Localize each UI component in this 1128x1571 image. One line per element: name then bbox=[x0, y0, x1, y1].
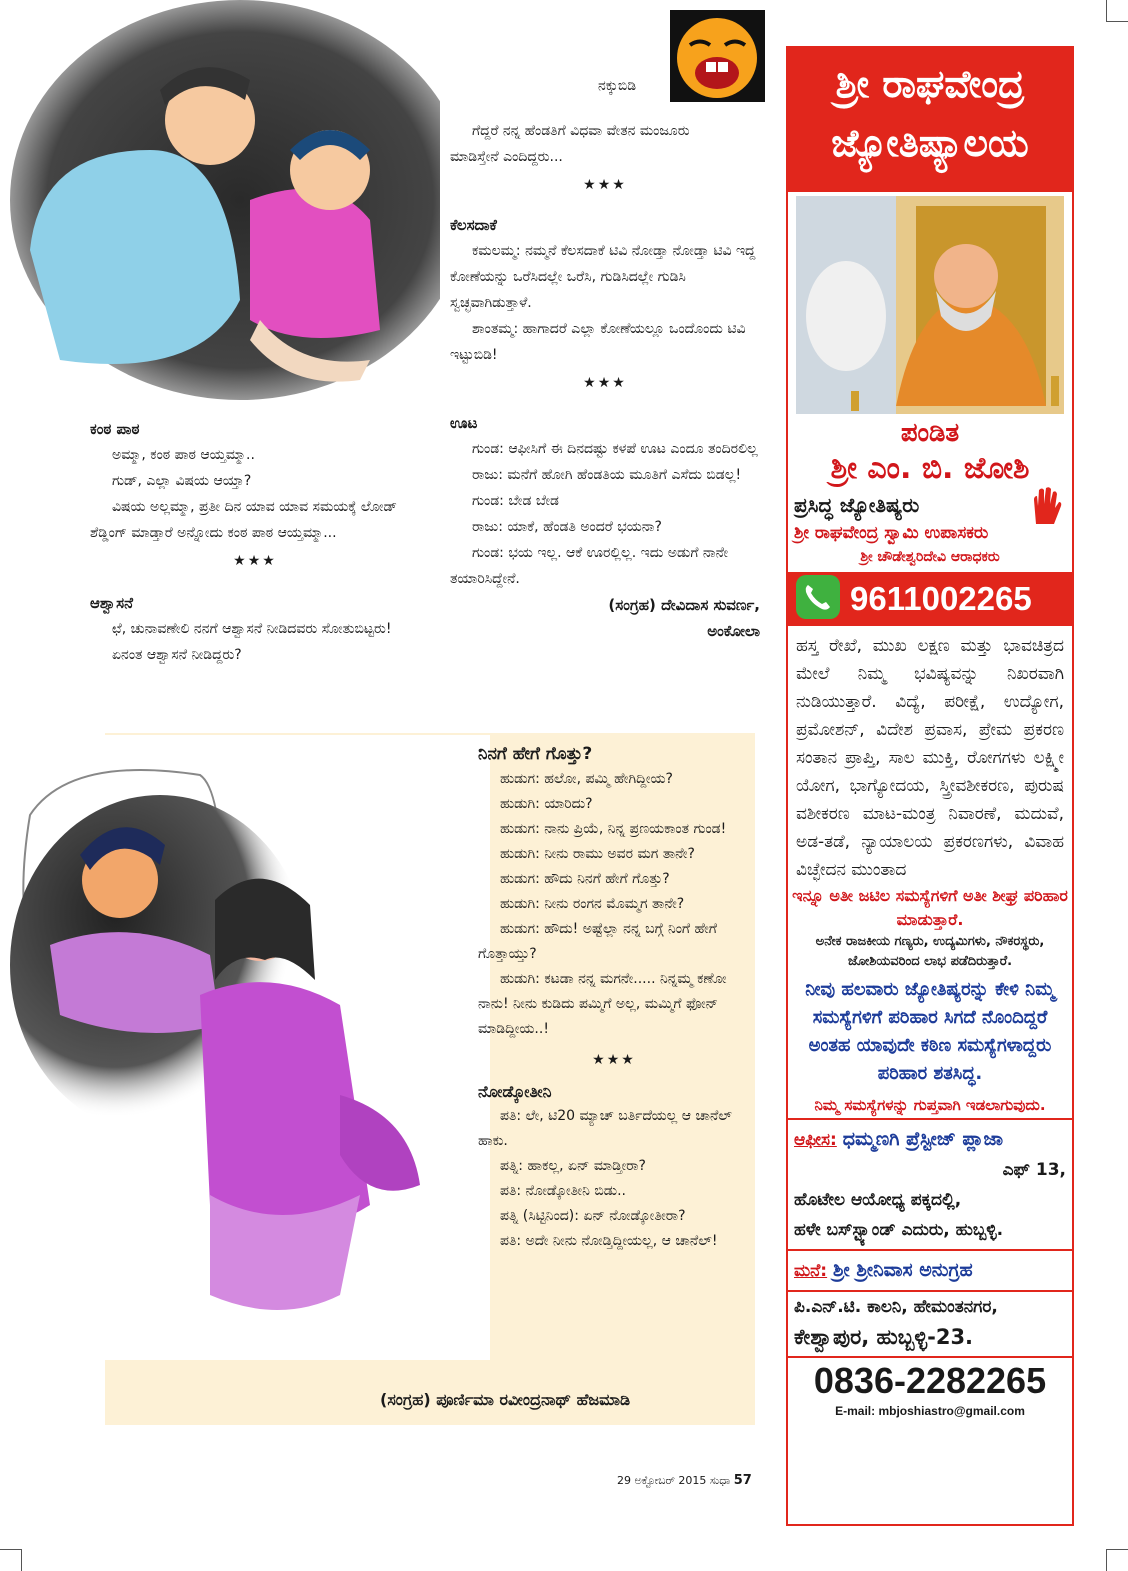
page-number: 57 bbox=[733, 1473, 752, 1488]
page-folio bbox=[617, 1473, 752, 1488]
star-divider: ★★★ bbox=[233, 553, 277, 569]
joke-line: ವಿಷಯ ಅಲ್ಲಮ್ಮಾ, ಪ್ರತೀ ದಿನ ಯಾವ ಯಾವ ಸಮಯಕ್ಕೆ ಲೋಡ್ ಶೆಡ್ಡಿಂಗ್ ಮಾಡ್ತಾರೆ ಅನ್ನೋದು ಕಂಠ ಪಾಠ ಆಯ್ತಮ್ಮಾ... bbox=[90, 499, 397, 541]
laughing-face-icon bbox=[670, 10, 765, 102]
joke-line: ಹುಡುಗ: ಹೌದು ನಿನಗೆ ಹೇಗೆ ಗೊತ್ತು? bbox=[500, 871, 670, 887]
joke-title-kanta-paata: ಕಂಠ ಪಾಠ bbox=[90, 420, 140, 438]
joke-line: ಗೆದ್ದರೆ ನನ್ನ ಹೆಂಡತಿಗೆ ವಿಧವಾ ವೇತನ ಮಂಜೂರು bbox=[472, 123, 690, 139]
joke-line: ಹುಡುಗಿ: ಕಟಡಾ ನನ್ನ ಮಗನೇ..... ನಿನ್ನಮ್ಮ ಕಣೋ ನಾನು! ನೀನು ಕುಡಿದು ಪಮ್ಮಿಗೆ ಅಲ್ಲ, ಮಮ್ಮಿಗೆ ಫೋನ್ ಮಾಡಿದ್ದೀಯ..! bbox=[478, 971, 727, 1037]
ad-email: E-mail: mbjoshiastro@gmail.com bbox=[835, 1404, 1025, 1418]
joke-line: ಛೆ, ಚುನಾವಣೇಲಿ ನನಗೆ ಆಶ್ವಾಸನೆ ನೀಡಿದವರು ಸೋತುಬಿಟ್ಟರು! bbox=[112, 621, 392, 637]
ad-office-label: ಆಫೀಸ: bbox=[794, 1130, 837, 1150]
joke-title-nodkoteeni: ನೋಡ್ಕೋತೀನಿ bbox=[478, 1082, 552, 1101]
joke-line: ಮಾಡಿಸ್ತೇನೆ ಎಂದಿದ್ದರು... bbox=[450, 149, 563, 165]
crop-mark-bottom-left bbox=[0, 1549, 22, 1571]
star-divider: ★★★ bbox=[583, 375, 627, 391]
ad-guarantee-text: ನೀವು ಹಲವಾರು ಜ್ಯೋತಿಷ್ಯರನ್ನು ಕೇಳಿ ನಿಮ್ಮ ಸಮಸ್ಯೆಗಳಿಗೆ ಪರಿಹಾರ ಸಿಗದೆ ನೊಂದಿದ್ದರೆ ಅಂತಹ ಯಾವುದೇ ಕಠಿಣ ಸಮಸ್ಯೆಗಳಾದ್ದರು ಪರಿಹಾರ ಶತಸಿದ್ಧ. bbox=[805, 979, 1055, 1084]
ad-office-line2: ಹೊಟೇಲ ಆಯೋಧ್ಯ ಪಕ್ಕದಲ್ಲಿ, bbox=[794, 1190, 962, 1210]
joke-line: ಶಾಂತಮ್ಮ: ಹಾಗಾದರೆ ಎಲ್ಲಾ ಕೋಣೆಯಲ್ಲೂ ಒಂದೊಂದು ಟಿವಿ ಇಟ್ಟುಬಿಡಿ! bbox=[450, 321, 746, 363]
joke-line: ಗುಂಡ: ಆಫೀಸಿಗೆ ಈ ದಿನದಷ್ಟು ಕಳಪೆ ಊಟ ಎಂದೂ ತಂದಿರಲಿಲ್ಲ bbox=[472, 441, 758, 457]
ad-worship-line2: ಶ್ರೀ ಚೌಡೇಶ್ವರಿದೇವಿ ಆರಾಧಕರು bbox=[860, 549, 1000, 565]
joke-line: ರಾಜು: ಮನೆಗೆ ಹೋಗಿ ಹೆಂಡತಿಯ ಮೂತಿಗೆ ಎಸೆದು ಬಿಡಲ್ಲ! bbox=[472, 467, 742, 483]
joke-line: ಪತಿ: ಲೇ, ಟಿ20 ಮ್ಯಾಚ್ ಬರ್ತಿದೆಯಲ್ಲ ಆ ಚಾನೆಲ್ ಹಾಕು. bbox=[478, 1108, 732, 1149]
ad-testimonial-note: ಅನೇಕ ರಾಜಕೀಯ ಗಣ್ಯರು, ಉದ್ಯಮಿಗಳು, ನೌಕರಸ್ಥರು, ಜೋಶಿಯವರಿಂದ ಲಾಭ ಪಡೆದಿರುತ್ತಾರೆ. bbox=[815, 934, 1045, 969]
joke-title-oota: ಊಟ bbox=[450, 414, 478, 432]
joke-line: ಪತಿ: ಅದೇ ನೀನು ನೋಡ್ತಿದ್ದೀಯಲ್ಲ, ಆ ಚಾನೆಲ್! bbox=[500, 1233, 718, 1249]
joke-line: ಹುಡುಗಿ: ಯಾರಿದು? bbox=[500, 796, 593, 812]
joke-line: ಹುಡುಗ: ಹೌದು! ಅಷ್ಟೆಲ್ಲಾ ನನ್ನ ಬಗ್ಗೆ ನಿಂಗೆ ಹೇಗೆ ಗೊತ್ತಾಯ್ತು? bbox=[478, 921, 717, 962]
ad-office-line3: ಹಳೇ ಬಸ್‌ಸ್ಟ್ಯಾಂಡ್ ಎದುರು, ಹುಬ್ಬಳ್ಳಿ. bbox=[794, 1220, 1004, 1240]
joke-line: ಏನಂತ ಆಶ್ವಾಸನೆ ನೀಡಿದ್ದರು? bbox=[112, 647, 242, 663]
joke-line: ಪತಿ: ನೋಡ್ಕೋತೀನಿ ಬಿಡು.. bbox=[500, 1183, 627, 1199]
ad-mobile-number: 9611002265 bbox=[850, 580, 1032, 617]
ad-home-label: ಮನೆ: bbox=[794, 1261, 828, 1281]
ad-home-name: ಶ್ರೀ ಶ್ರೀನಿವಾಸ ಅನುಗ್ರಹ bbox=[833, 1259, 973, 1281]
joke-credit: (ಸಂಗ್ರಹ) ದೇವಿದಾಸ ಸುವರ್ಣ, bbox=[608, 596, 760, 614]
ad-title-line1: ಶ್ರೀ ರಾಘವೇಂದ್ರ bbox=[835, 62, 1025, 106]
folio-date: 29 ಅಕ್ಟೋಬರ್ 2015 ಸುಧಾ bbox=[617, 1474, 731, 1487]
jokes-column-left bbox=[90, 412, 420, 668]
ad-astrologer-name: ಶ್ರೀ ಎಂ. ಬಿ. ಜೋಶಿ bbox=[830, 451, 1030, 486]
ad-phone-box bbox=[788, 572, 1072, 626]
jokes-column-top-right bbox=[450, 118, 760, 644]
ad-home-line2: ಪಿ.ಎನ್.ಟಿ. ಕಾಲನಿ, ಹೇಮಂತನಗರ, bbox=[794, 1297, 998, 1317]
ad-office-unit: ಎಫ್ 13, bbox=[1002, 1160, 1066, 1180]
ad-highlight-text: ಇನ್ನೂ ಅತೀ ಜಟಿಲ ಸಮಸ್ಯೆಗಳಿಗೆ ಅತೀ ಶೀಘ್ರ ಪರಿಹಾರ ಮಾಡುತ್ತಾರೆ. bbox=[792, 886, 1068, 929]
joke-line: ಹುಡುಗಿ: ನೀನು ರಂಗನ ಮೊಮ್ಮಗ ತಾನೇ? bbox=[500, 896, 685, 912]
joke-title-ninage-hege-gottu: ನಿನಗೆ ಹೇಗೆ ಗೊತ್ತು? bbox=[478, 744, 593, 764]
cartoon-phone-call bbox=[10, 735, 490, 1360]
section-label-nakkubidi: ನಕ್ಕುಬಿಡಿ bbox=[598, 78, 637, 94]
ad-pandita-label: ಪಂಡಿತ bbox=[900, 418, 960, 448]
joke-line: ಹುಡುಗ: ನಾನು ಪ್ರಿಯೆ, ನಿನ್ನ ಪ್ರಣಯಕಾಂತ ಗುಂಡ! bbox=[500, 821, 727, 837]
ad-office-name: ಧಮ್ಮಣಗಿ ಪ್ರೆಸ್ಟೀಜ್ ಪ್ಲಾಜಾ bbox=[842, 1128, 1004, 1150]
jokes-column-bottom bbox=[478, 738, 750, 1254]
ad-landline-number: 0836-2282265 bbox=[788, 1356, 1072, 1404]
ad-home-line3: ಕೇಶ್ವಾಪುರ, ಹುಬ್ಬಳ್ಳಿ-23. bbox=[794, 1325, 974, 1349]
joke-title-ashwasane: ಆಶ್ವಾಸನೆ bbox=[90, 594, 134, 612]
cartoon-mother-and-son bbox=[0, 0, 440, 405]
joke-credit: (ಸಂಗ್ರಹ) ಪೂರ್ಣಿಮಾ ರವೀಂದ್ರನಾಥ್ ಹೆಜಮಾಡಿ bbox=[380, 1390, 631, 1409]
joke-line: ಗುಡ್, ಎಲ್ಲಾ ವಿಷಯ ಆಯ್ತಾ? bbox=[112, 473, 252, 489]
ad-home-address bbox=[788, 1251, 1072, 1356]
ad-worship-line1: ಶ್ರೀ ರಾಘವೇಂದ್ರ ಸ್ವಾಮಿ ಉಪಾಸಕರು bbox=[794, 523, 989, 543]
crop-mark-top-right bbox=[1106, 0, 1128, 22]
star-divider: ★★★ bbox=[583, 177, 627, 193]
ad-title-line2: ಜ್ಯೋತಿಷ್ಯಾಲಯ bbox=[831, 121, 1029, 165]
ad-privacy-text: ನಿಮ್ಮ ಸಮಸ್ಯೆಗಳನ್ನು ಗುಪ್ತವಾಗಿ ಇಡಲಾಗುವುದು. bbox=[788, 1092, 1072, 1120]
ad-subtitle: ಪ್ರಸಿದ್ಧ ಜ್ಯೋತಿಷ್ಯರು bbox=[794, 493, 920, 517]
ad-office-address bbox=[788, 1120, 1072, 1249]
ad-header bbox=[788, 48, 1072, 192]
joke-line: ಗುಂಡ: ಬೇಡ ಬೇಡ bbox=[472, 493, 559, 509]
astrology-advertisement bbox=[786, 46, 1074, 1526]
joke-credit-place: ಅಂಕೋಲಾ bbox=[707, 622, 760, 640]
joke-line: ಅಮ್ಮಾ, ಕಂಠ ಪಾಠ ಆಯ್ತಮ್ಮಾ.. bbox=[112, 447, 255, 463]
ad-services-text: ಹಸ್ತ ರೇಖೆ, ಮುಖ ಲಕ್ಷಣ ಮತ್ತು ಭಾವಚಿತ್ರದ ಮೇಲೆ ನಿಮ್ಮ ಭವಿಷ್ಯವನ್ನು ನಿಖರವಾಗಿ ನುಡಿಯುತ್ತಾರೆ. ವಿದ್ಯೆ, ಪರೀಕ್ಷೆ, ಉದ್ಯೋಗ, ಪ್ರಮೋಶನ್, ವಿದೇಶ ಪ್ರವಾಸ, ಪ್ರೇಮ ಪ್ರಕರಣ ಸಂತಾನ ಪ್ರಾಪ್ತಿ, ಸಾಲ ಮುಕ್ತಿ, ರೋಗಗಳು ಲಕ್ಷ್ಮೀ ಯೋಗ, ಭಾಗ್ಯೋದಯ, ಸ್ತ್ರೀವಶೀಕರಣ, ಪುರುಷ ವಶೀಕರಣ ಮಾಟ-ಮಂತ್ರ ನಿವಾರಣೆ, ಮದುವೆ, ಅಡ-ತಡೆ, ನ್ಯಾಯಾಲಯ ಪ್ರಕರಣಗಳು, ವಿವಾಹ ವಿಚ್ಛೇದನ ಮುಂತಾದ bbox=[796, 636, 1064, 880]
joke-title-kelasadake: ಕೆಲಸದಾಕೆ bbox=[450, 216, 497, 234]
joke-line: ಪತ್ನಿ: ಹಾಕಲ್ಲ, ಏನ್ ಮಾಡ್ತೀರಾ? bbox=[500, 1158, 646, 1174]
phone-icon bbox=[796, 575, 840, 623]
joke-line: ಹುಡುಗಿ: ನೀನು ರಾಮು ಅವರ ಮಗ ತಾನೇ? bbox=[500, 846, 695, 862]
joke-line: ಕಮಲಮ್ಮ: ನಮ್ಮನೆ ಕೆಲಸದಾಕೆ ಟಿವಿ ನೋಡ್ತಾ ನೋಡ್ತಾ ಟಿವಿ ಇದ್ದ ಕೋಣೆಯನ್ನು ಒರೆಸಿದಲ್ಲೇ ಒರೆಸಿ, ಗುಡಿಸಿದಲ್ಲೇ ಗುಡಿಸಿ ಸ್ವಚ್ಛವಾಗಿಡುತ್ತಾಳೆ. bbox=[450, 243, 756, 311]
joke-line: ಗುಂಡ: ಭಯ ಇಲ್ಲ. ಆಕೆ ಊರಲ್ಲಿಲ್ಲ. ಇದು ಅಡುಗೆ ನಾನೇ ತಯಾರಿಸಿದ್ದೇನೆ. bbox=[450, 545, 728, 587]
hand-symbol-icon bbox=[1024, 484, 1066, 526]
crop-mark-bottom-right bbox=[1106, 1549, 1128, 1571]
ad-guru-photo bbox=[796, 196, 1064, 414]
joke-line: ಹುಡುಗ: ಹಲೋ, ಪಮ್ಮಿ ಹೇಗಿದ್ದೀಯ? bbox=[500, 771, 673, 787]
joke-line: ರಾಜು: ಯಾಕೆ, ಹೆಂಡತಿ ಅಂದರೆ ಭಯನಾ? bbox=[472, 519, 662, 535]
joke-line: ಪತ್ನಿ (ಸಿಟ್ಟಿನಿಂದ): ಏನ್ ನೋಡ್ಕೋತೀರಾ? bbox=[500, 1208, 686, 1224]
star-divider: ★★★ bbox=[592, 1052, 636, 1068]
ad-subtitle-row bbox=[788, 490, 1072, 520]
